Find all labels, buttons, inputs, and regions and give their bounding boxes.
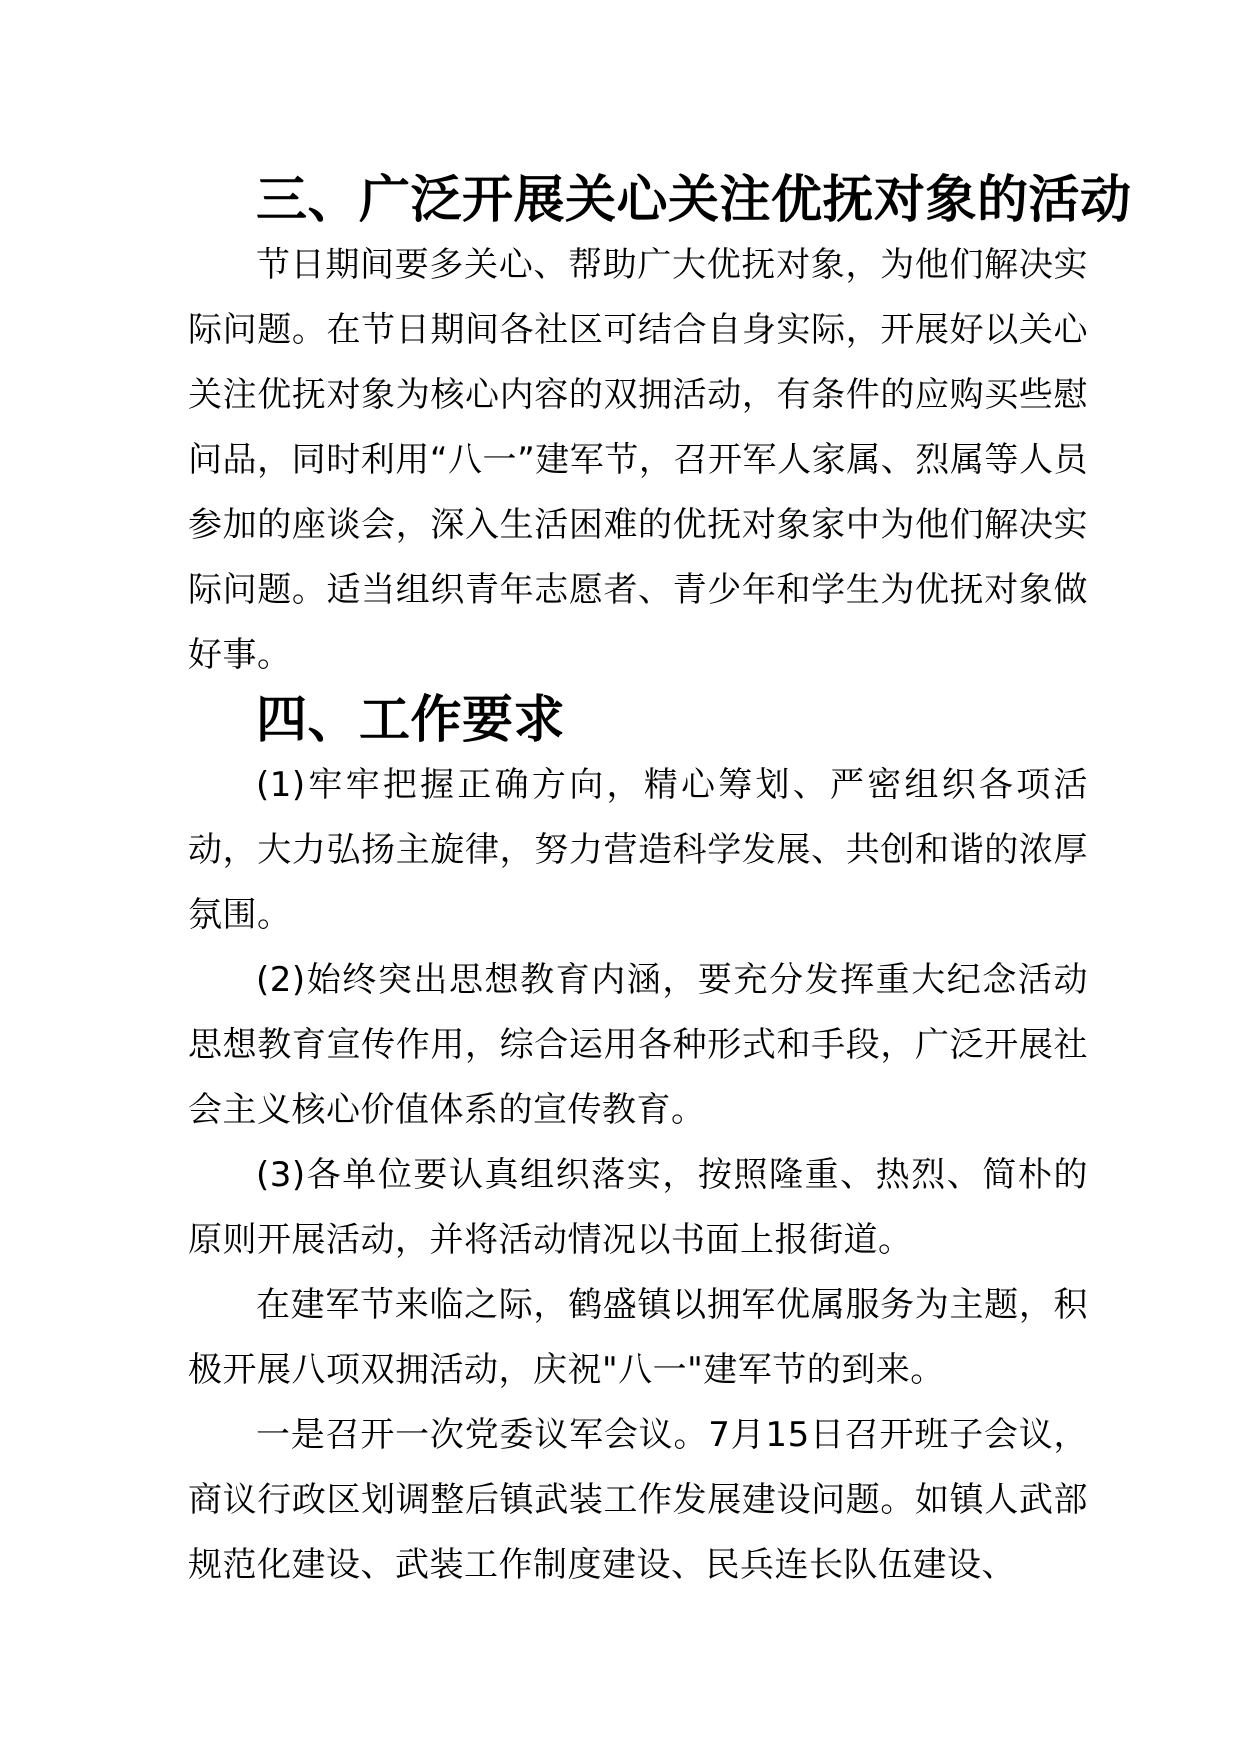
item-1-paragraph: 一是召开一次党委议军会议。7月15日召开班子会议，商议行政区划调整后镇武装工作发展建设问题。如镇人武部规范化建设、武装工作制度建设、民兵连长队伍建设、 [188, 1415, 1088, 1585]
section-4-heading: 四、工作要求 [256, 691, 566, 750]
section-3-paragraph: 节日期间要多关心、帮助广大优抚对象，为他们解决实际问题。在节日期间各社区可结合自身实际，开展好以关心关注优抚对象为核心内容的双拥活动，有条件的应购买些慰问品，同时利用“八一”建军节，召开军人家属、烈属等人员参加的座谈会，深入生活困难的优抚对象家中为他们解决实际问题。适当组织青年志愿者、青少年和学生为优抚对象做好事。 [188, 245, 1088, 675]
section-3-heading: 三、广泛开展关心关注优抚对象的活动 [256, 171, 1132, 230]
requirement-1-paragraph: (1)牢牢把握正确方向，精心筹划、严密组织各项活动，大力弘扬主旋律，努力营造科学发展、共创和谐的浓厚氛围。 [188, 765, 1088, 935]
document-body [188, 168, 1132, 1598]
intro-paragraph: 在建军节来临之际，鹤盛镇以拥军优属服务为主题，积极开展八项双拥活动，庆祝"八一"建军节的到来。 [188, 1285, 1088, 1390]
requirement-3-paragraph: (3)各单位要认真组织落实，按照隆重、热烈、简朴的原则开展活动，并将活动情况以书面上报街道。 [188, 1155, 1088, 1260]
requirement-2-paragraph: (2)始终突出思想教育内涵，要充分发挥重大纪念活动思想教育宣传作用，综合运用各种形式和手段，广泛开展社会主义核心价值体系的宣传教育。 [188, 960, 1088, 1130]
